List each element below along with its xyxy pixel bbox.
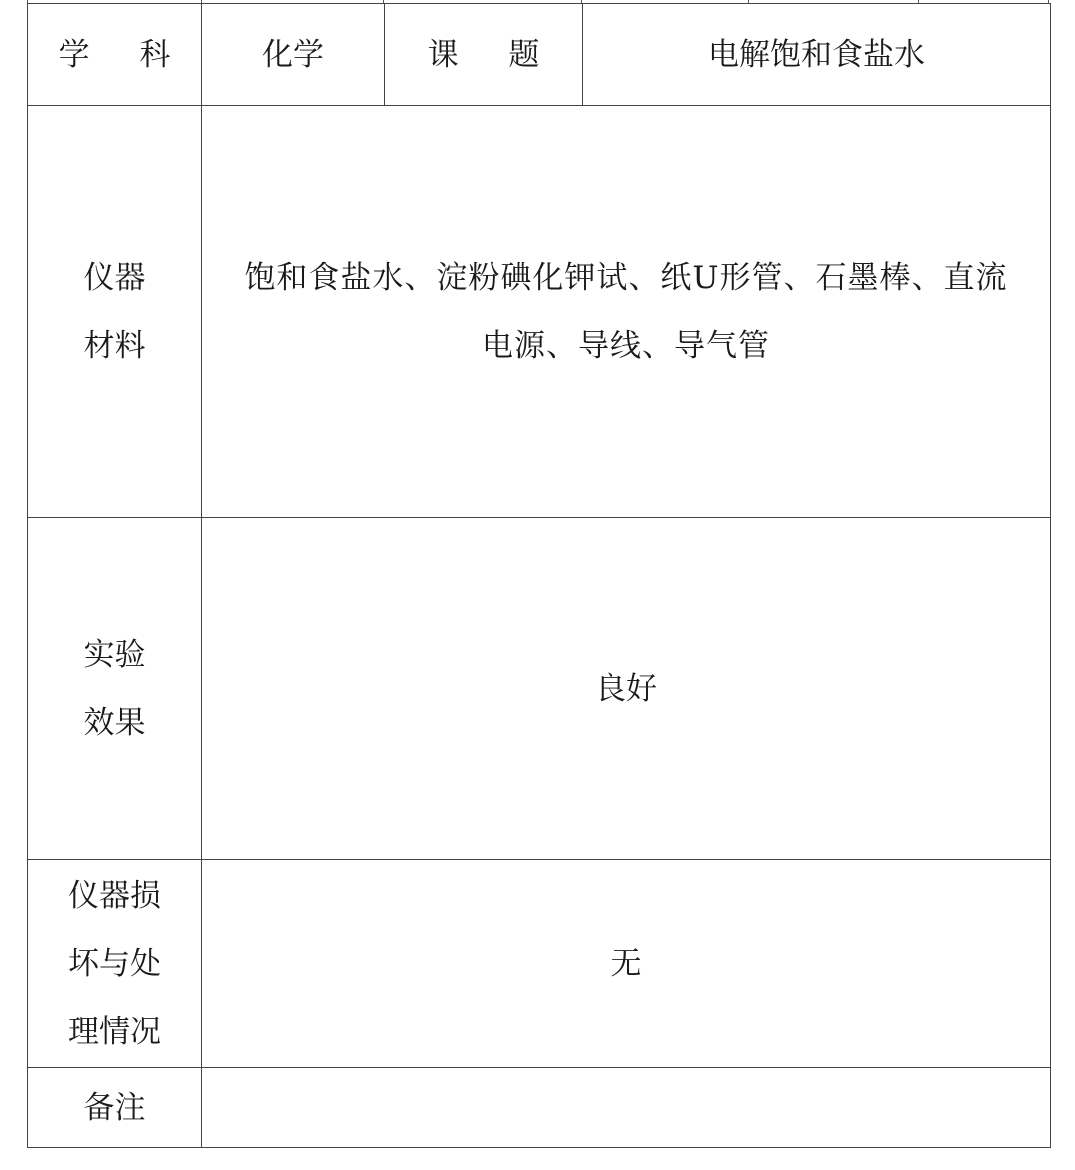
- effect-label-line: 实验: [83, 636, 146, 673]
- topic-value-cell: [583, 4, 1051, 106]
- effect-value: 良好: [595, 670, 657, 707]
- materials-label-line: 材料: [83, 327, 146, 364]
- materials-label-line: 仪器: [83, 259, 146, 296]
- subject-label: 学 科: [58, 36, 191, 73]
- subject-value-cell: [202, 4, 385, 106]
- subject-label-cell: [28, 4, 202, 106]
- damage-value-cell: [202, 860, 1051, 1068]
- notes-label-cell: [28, 1068, 202, 1148]
- experiment-record-table: [27, 3, 1051, 1148]
- materials-label: [84, 244, 146, 380]
- damage-label-cell: [28, 860, 202, 1068]
- damage-label-line: 仪器损: [68, 877, 161, 914]
- subject-value: 化学: [262, 36, 324, 73]
- effect-label-line: 效果: [83, 704, 146, 741]
- materials-label-cell: [28, 106, 202, 518]
- notes-value-cell: [202, 1068, 1051, 1148]
- notes-row: [28, 1068, 1051, 1148]
- effect-value-cell: [202, 518, 1051, 860]
- damage-value: 无: [610, 945, 642, 982]
- effect-label-cell: [28, 518, 202, 860]
- materials-value: [232, 244, 1019, 380]
- topic-value: 电解饱和食盐水: [708, 36, 925, 73]
- damage-label-line: 坏与处: [68, 945, 161, 982]
- materials-value-line: 电源、导线、导气管: [482, 327, 770, 364]
- materials-value-cell: [202, 106, 1051, 518]
- topic-label: 课 题: [427, 36, 560, 73]
- topic-label-cell: [385, 4, 583, 106]
- damage-row: [28, 860, 1051, 1068]
- subject-topic-row: [28, 4, 1051, 106]
- damage-label-line: 理情况: [68, 1013, 161, 1050]
- notes-label: 备注: [83, 1089, 146, 1126]
- materials-row: [28, 106, 1051, 518]
- damage-label: [68, 862, 161, 1066]
- materials-value-line: 饱和食盐水、淀粉碘化钾试、纸U形管、石墨棒、直流: [244, 259, 1008, 296]
- effect-label: [84, 621, 146, 757]
- effect-row: [28, 518, 1051, 860]
